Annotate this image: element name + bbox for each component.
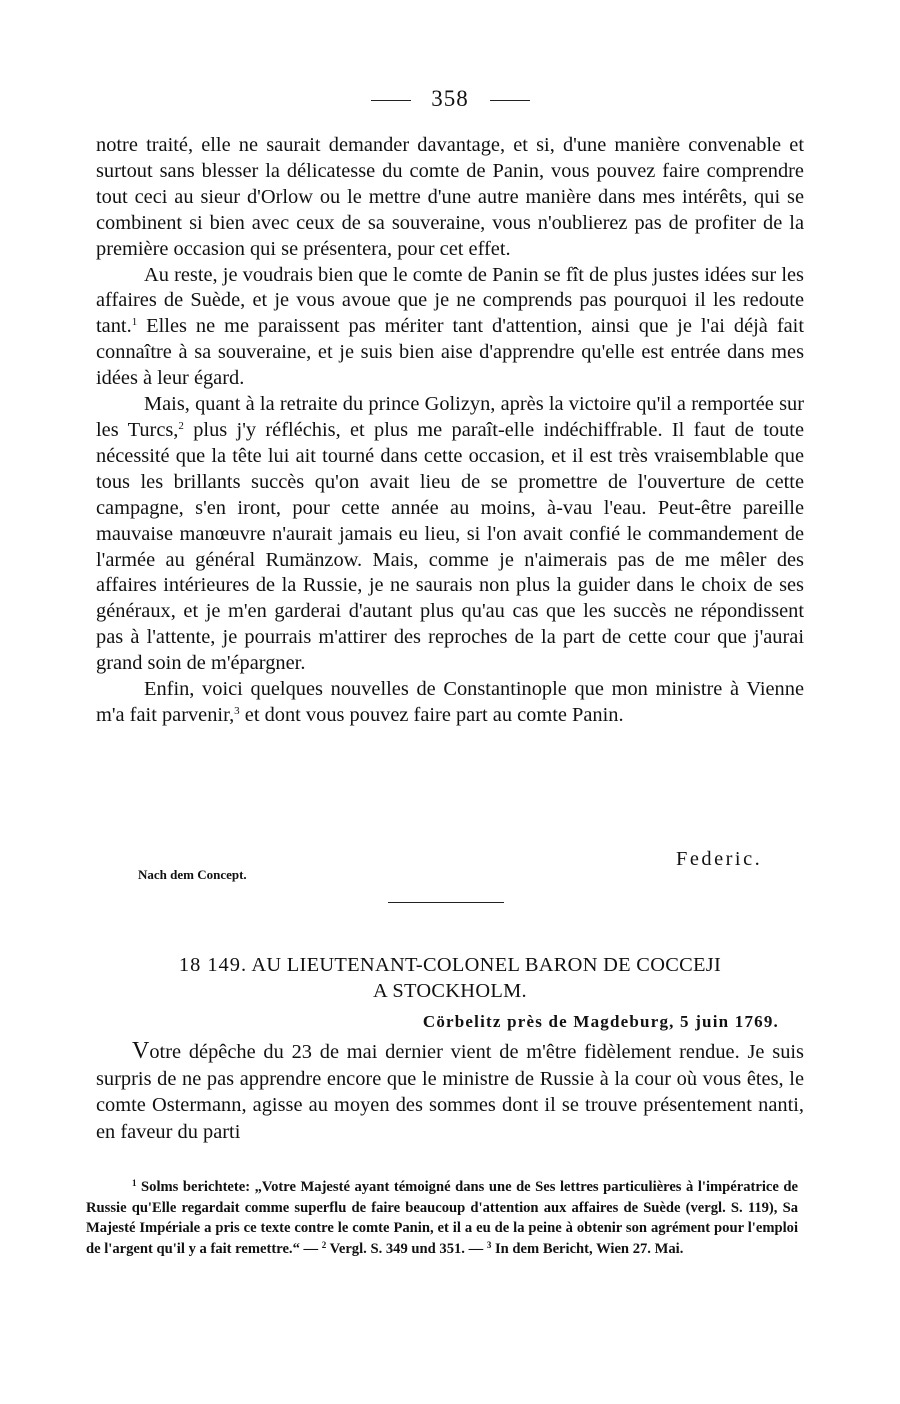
paragraph-text: plus j'y réfléchis, et plus me paraît-elle indéchiffrable. Il faut de toute nécessité que la tête lui ait tourné dans cette occasion, et il est très vraisemblable que tous les brillants succès qu'on avait lieu de se promettre de l'ouverture de cette campagne, s'en iront, pour cette année au moins, à-vau l'eau. Peut-être pareille mauvaise manœuvre n'aurait jamais eu lieu, si l'on avait confié le commandement de l'armée au général Rumänzow. Mais, comme je n'aimerais pas de me mêler des affaires intérieures de la Russie, je ne saurais non plus la guider dans le choix de ses généraux, et je m'en garderai d'autant plus qu'au cas que les succès ne répondissent pas à l'attente, je pourrais m'attirer des reproches de la part de cette cour que j'aurai grand soin de m'épargner. [96,418,804,675]
paragraph-text: Elles ne me paraissent pas mériter tant d'attention, ainsi que je l'ai déjà fait connaître à sa souveraine, et je suis bien aise d'apprendre qu'elle est entrée dans mes idées à leur égard. [96,315,804,390]
header-right-rule [490,100,530,101]
footnote-marker: 2 [321,1239,327,1250]
footnote-marker: 3 [486,1239,492,1250]
footnote-text: Solms berichtete: „Votre Majesté ayant témoigné dans une de Ses lettres particulières à l'impératrice de Russie qu'Elle regardait comme superflu de faire beaucoup d'attention aux affaires de Suède (vergl. S. 119), Sa Majesté Impériale a pris ce texte contre le comte Panin, et il a eu de la peine à obtenir son agrément pour l'emploi de l'argent qu'il y a fait remettre.“ — [86,1179,798,1257]
letter-heading [96,952,804,1004]
footnote-reference: 3 [234,704,240,717]
footnotes [86,1177,798,1259]
footnote-reference: 2 [178,419,184,432]
paragraph-text: otre dépêche du 23 de mai dernier vient de m'être fidèlement rendue. Je suis surpris de ne pas apprendre encore que le ministre de Russie à la cour où vous êtes, le comte Ostermann, agisse au moyen des sommes dont il se trouve présentement nanti, en faveur du parti [96,1041,804,1143]
signature: Federic. [676,848,763,870]
paragraph [96,392,804,677]
header-left-rule [371,100,411,101]
letter-heading-line-1 [96,952,804,978]
footnote-marker: 1 [132,1178,137,1188]
paragraph-text: Enfin, voici quelques nouvelles de Constantinople que mon ministre à Vienne m'a fait parvenir, [96,678,804,726]
letter-body [96,1038,804,1145]
page-number: 358 [431,86,469,111]
paragraph-text: Mais, quant à la retraite du prince Golizyn, après la victoire qu'il a remportée sur les Turcs, [96,393,804,441]
paragraph [96,1038,804,1145]
letter-number: 18 149. [178,954,248,976]
letter-recipient: AU LIEUTENANT-COLONEL BARON DE COCCEJI [251,954,722,976]
paragraph [96,677,804,729]
main-text [96,133,804,729]
page-header [0,86,900,112]
letter-dateline: Cörbelitz près de Magdeburg, 5 juin 1769. [422,1012,779,1031]
paragraph-text: Au reste, je voudrais bien que le comte de Panin se fît de plus justes idées sur les affaires de Suède, et je vous avoue que je ne comprends pas pourquoi il les redoute tant. [96,263,804,338]
paragraph: notre traité, elle ne saurait demander davantage, et si, d'une manière convenable et surtout sans blesser la délicatesse du comte de Panin, vous pouvez faire comprendre tout ceci au sieur d'Orlow ou le mettre d'une autre manière dans mes intérêts, qui se combinent si bien avec ceux de sa souveraine, vous n'oublierez pas de profiter de la première occasion qui se présentera, pour cet effet. [96,134,804,260]
initial-letter: V [132,1038,150,1064]
paragraph-text: et dont vous pouvez faire part au comte Panin. [239,703,624,726]
footnote-text: Vergl. S. 349 und 351. — [326,1240,487,1257]
paragraph [96,263,804,393]
source-note: Nach dem Concept. [138,867,247,882]
footnote-text: In dem Bericht, Wien 27. Mai. [491,1240,684,1257]
footnote-reference: 1 [131,316,138,329]
footnote-block [86,1177,798,1259]
section-divider [388,902,504,903]
letter-location: A STOCKHOLM. [373,980,527,1002]
